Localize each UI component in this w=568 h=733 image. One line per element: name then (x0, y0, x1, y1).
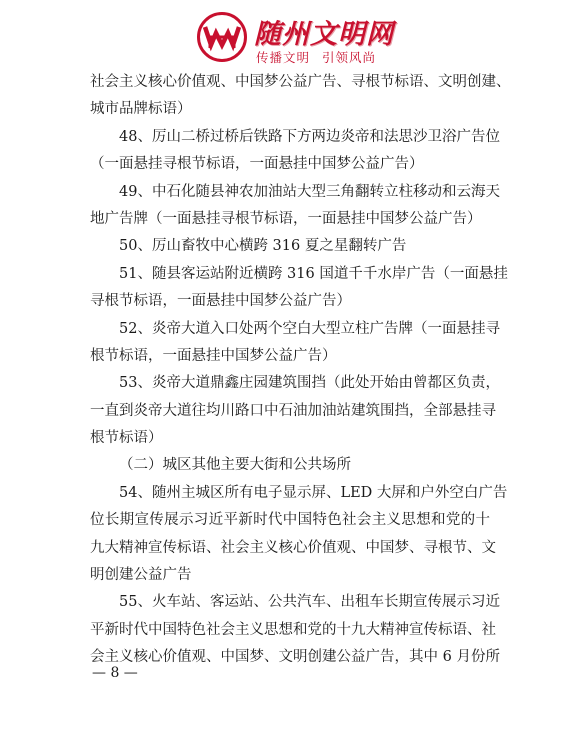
text-line: 平新时代中国特色社会主义思想和党的十九大精神宣传标语、社 (90, 621, 496, 638)
text-line: 49、中石化随县神农加油站大型三角翻转立柱移动和云海天 (119, 183, 500, 200)
site-logo-icon (197, 12, 247, 62)
text-line: 53、炎帝大道鼎鑫庄园建筑围挡（此处开始由曾都区负责， (119, 375, 500, 392)
text-line: （一面悬挂寻根节标语，一面悬挂中国梦公益广告） (90, 156, 424, 173)
text-line: 54、随州主城区所有电子显示屏、LED 大屏和户外空白广告 (119, 484, 508, 501)
document-body (90, 69, 511, 672)
text-line: 九大精神宣传标语、社会主义核心价值观、中国梦、寻根节、文 (90, 539, 496, 556)
site-name: 随州文明网 (254, 19, 394, 50)
text-line: 地广告牌（一面悬挂寻根节标语，一面悬挂中国梦公益广告） (90, 210, 482, 227)
slogan-part-2: 引领风尚 (322, 50, 377, 65)
text-line: 根节标语，一面悬挂中国梦公益广告） (90, 347, 337, 364)
slogan-part-1: 传播文明 (256, 50, 311, 65)
text-line: 社会主义核心价值观、中国梦公益广告、寻根节标语、文明创建、 (90, 74, 511, 90)
text-line: 一直到炎帝大道往均川路口中石油加油站建筑围挡，全部悬挂寻 (90, 402, 496, 419)
text-line: （二）城区其他主要大街和公共场所 (119, 457, 351, 474)
text-line: 会主义核心价值观、中国梦、文明创建公益广告，其中 6 月份所 (90, 649, 500, 666)
text-line: 根节标语） (90, 430, 163, 447)
text-line: 50、厉山畜牧中心横跨 316 夏之星翻转广告 (119, 238, 407, 255)
text-line: 位长期宣传展示习近平新时代中国特色社会主义思想和党的十 (90, 512, 490, 529)
text-line: 51、随县客运站附近横跨 316 国道千千水岸广告（一面悬挂 (119, 265, 508, 282)
site-slogan (256, 48, 376, 66)
site-header (0, 6, 568, 68)
text-line: 52、炎帝大道入口处两个空白大型立柱广告牌（一面悬挂寻 (119, 320, 500, 337)
text-line: 寻根节标语，一面悬挂中国梦公益广告） (90, 293, 351, 310)
text-line: 55、火车站、客运站、公共汽车、出租车长期宣传展示习近 (119, 594, 500, 611)
text-line: 明创建公益广告 (90, 567, 192, 584)
text-line: 48、厉山二桥过桥后铁路下方两边炎帝和法思沙卫浴广告位 (119, 128, 500, 145)
text-line: 城市品牌标语） (90, 101, 192, 118)
page-number: — 8 — (92, 665, 138, 681)
